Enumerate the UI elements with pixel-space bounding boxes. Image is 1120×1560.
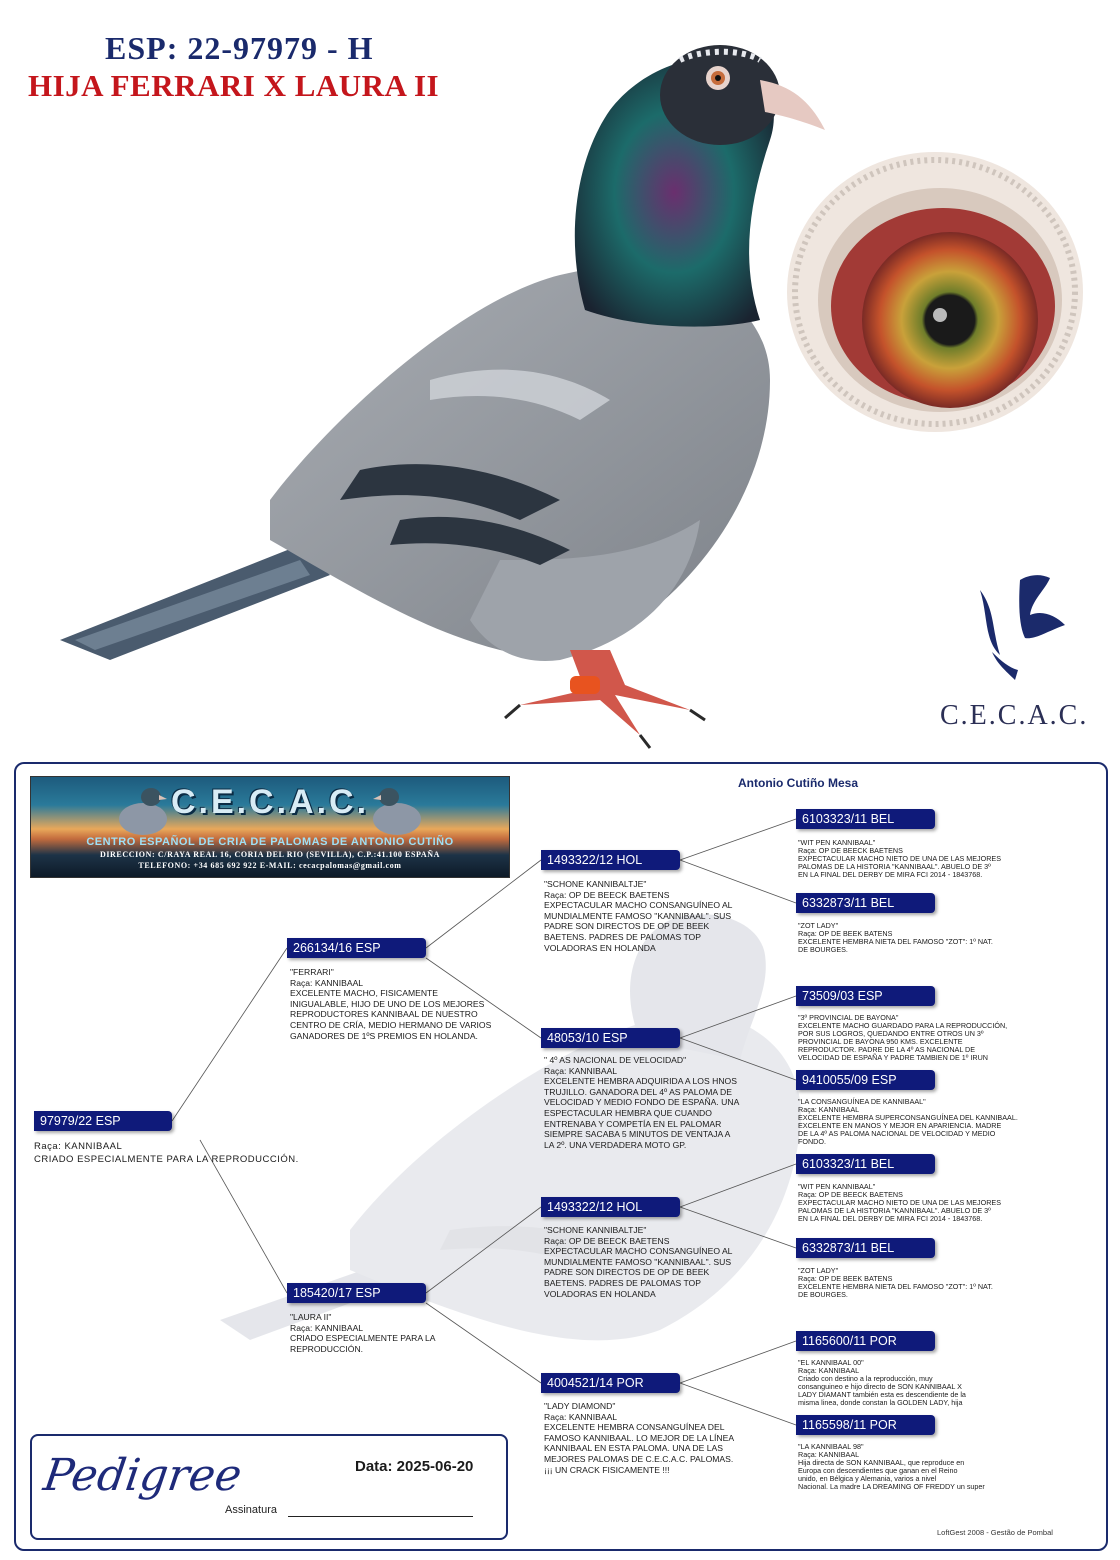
desc-line: consanguineo e hijo directo de SON KANNIBAAL X bbox=[798, 1382, 962, 1392]
sss-ring-tag: 6103323/11 BEL bbox=[796, 809, 935, 829]
desc-line: REPRODUCTORES KANNIBAAL DE NUESTRO bbox=[290, 1009, 478, 1020]
desc-line: REPRODUCCIÓN. bbox=[290, 1343, 364, 1354]
desc-line: EXPECTACULAR MACHO CONSANGUÍNEO AL bbox=[544, 900, 733, 911]
desc-line: "LA CONSANGUÍNEA DE KANNIBAAL" bbox=[798, 1097, 926, 1106]
sire-ring-tag: 266134/16 ESP bbox=[287, 938, 426, 958]
dam-ring-tag: 185420/17 ESP bbox=[287, 1283, 426, 1303]
desc-line: ¡¡¡ UN CRACK FISICAMENTE !!! bbox=[544, 1464, 670, 1475]
desc-line: KANNIBAAL EN ESTA PALOMA. UNA DE LAS bbox=[544, 1443, 723, 1454]
desc-line: Raça: OP DE BEEK BATENS bbox=[798, 1274, 893, 1284]
sdd-ring-tag: 9410055/09 ESP bbox=[796, 1070, 935, 1090]
signature-label: Assinatura bbox=[225, 1504, 277, 1516]
dss-description bbox=[798, 1183, 1001, 1223]
sss-description bbox=[798, 839, 1001, 879]
sd-description bbox=[544, 1055, 739, 1150]
desc-line: "ZOT LADY" bbox=[798, 1266, 839, 1275]
desc-line: Raça: KANNIBAAL bbox=[290, 977, 364, 988]
software-footer: LoftGest 2008 - Gestão de Pombal bbox=[937, 1528, 1053, 1537]
desc-line: "ZOT LADY" bbox=[798, 921, 839, 930]
desc-line: "WIT PEN KANNIBAAL" bbox=[798, 838, 876, 847]
banner-title: C.E.C.A.C. bbox=[170, 783, 370, 821]
desc-line: DE BOURGES. bbox=[798, 945, 848, 955]
desc-line: EXPECTACULAR MACHO NIETO DE UNA DE LAS MEJORES bbox=[798, 854, 1002, 864]
desc-line: Raça: KANNIBAAL bbox=[544, 1065, 618, 1076]
desc-line: Raça: KANNIBAAL bbox=[34, 1141, 123, 1152]
desc-line: EXCELENTE HEMBRA CONSANGUÍNEA DEL bbox=[544, 1422, 725, 1433]
desc-line: GANADORES DE 1ºS PREMIOS EN HOLANDA. bbox=[290, 1030, 478, 1041]
desc-line: SIEMPRE SACABA 5 MINUTOS DE VENTAJA A bbox=[544, 1129, 731, 1140]
desc-line: Raça: OP DE BEEK BATENS bbox=[798, 929, 893, 939]
desc-line: PALOMAS DE LA HISTORIA "KANNIBAAL". ABUELO DE 3º bbox=[798, 862, 991, 872]
desc-line: "SCHONE KANNIBALTJE" bbox=[544, 879, 647, 889]
desc-line: FONDO. bbox=[798, 1137, 826, 1147]
desc-line: PROVINCIAL DE BAYONA 950 KMS. EXCELENTE bbox=[798, 1037, 963, 1047]
desc-line: EXCELENTE HEMBRA ADQUIRIDA A LOS HNOS bbox=[544, 1076, 737, 1087]
desc-line: Raça: OP DE BEECK BAETENS bbox=[544, 889, 670, 900]
dd-description bbox=[544, 1401, 734, 1475]
desc-line: LADY DIAMANT también esta es descendiente de la bbox=[798, 1390, 966, 1400]
desc-line: EXCELENTE EN MANOS Y MEJOR EN APARIENCIA. MADRE bbox=[798, 1121, 1002, 1131]
desc-line: Europa con descendientes que ganan en el Reino bbox=[798, 1466, 958, 1476]
pedigree-date: Data: 2025-06-20 bbox=[355, 1458, 474, 1475]
desc-line: DE LA 4º AS PALOMA NACIONAL DE VELOCIDAD Y MEDIO bbox=[798, 1129, 996, 1139]
desc-line: Raça: OP DE BEECK BAETENS bbox=[798, 1190, 903, 1200]
desc-line: TRUJILLO. GANADORA DEL 4º AS PALOMA DE bbox=[544, 1086, 732, 1097]
desc-line: Raça: KANNIBAAL bbox=[544, 1411, 618, 1422]
subject-ring-tag: 97979/22 ESP bbox=[34, 1111, 172, 1131]
desc-line: VELOCIDAD Y MEDIO FONDO DE ESPAÑA. UNA bbox=[544, 1097, 740, 1108]
ss-description bbox=[544, 879, 732, 953]
desc-line: Raça: KANNIBAAL bbox=[798, 1450, 860, 1460]
banner-address: DIRECCION: C/RAYA REAL 16, CORIA DEL RIO (SEVILLA), C.P.:41.100 ESPAÑA bbox=[99, 850, 441, 859]
desc-line: MUNDIALMENTE FAMOSO "KANNIBAAL". SUS bbox=[544, 1256, 732, 1267]
desc-line: "3º PROVINCIAL DE BAYONA" bbox=[798, 1013, 899, 1022]
desc-line: Hija directa de SON KANNIBAAL, que reproduce en bbox=[798, 1458, 965, 1468]
desc-line: VOLADORAS EN HOLANDA bbox=[544, 1288, 656, 1299]
ssd-ring-tag: 6332873/11 BEL bbox=[796, 893, 935, 913]
desc-line: "WIT PEN KANNIBAAL" bbox=[798, 1182, 876, 1191]
desc-line: EN LA FINAL DEL DERBY DE MIRA FCI 2014 - 1843768. bbox=[798, 870, 983, 880]
dds-description bbox=[798, 1359, 966, 1408]
desc-line: unido, en Bélgica y Alemania, varios a nivel bbox=[798, 1474, 937, 1484]
desc-line: Raça: OP DE BEECK BAETENS bbox=[544, 1235, 670, 1246]
ds-ring-tag: 1493322/12 HOL bbox=[541, 1197, 680, 1217]
dsd-ring-tag: 6332873/11 BEL bbox=[796, 1238, 935, 1258]
sds-description bbox=[798, 1014, 1007, 1063]
ddd-ring-tag: 1165598/11 POR bbox=[796, 1415, 935, 1435]
desc-line: Raça: OP DE BEECK BAETENS bbox=[798, 846, 903, 856]
breeder-name: Antonio Cutiño Mesa bbox=[738, 776, 858, 790]
desc-line: "LA KANNIBAAL 98" bbox=[798, 1442, 864, 1451]
desc-line: EXCELENTE HEMBRA NIETA DEL FAMOSO "ZOT": 1º NAT. bbox=[798, 937, 993, 947]
banner-contact: TELEFONO: +34 685 692 922 E-MAIL: cecacpalomas@gmail.com bbox=[138, 861, 402, 870]
desc-line: INIGUALABLE, HIJO DE UNO DE LOS MEJORES bbox=[290, 998, 485, 1009]
desc-line: misma linea, donde constan la GOLDEN LADY, hija bbox=[798, 1398, 963, 1408]
desc-line: EXPECTACULAR MACHO CONSANGUÍNEO AL bbox=[544, 1246, 733, 1257]
desc-line: PALOMAS DE LA HISTORIA "KANNIBAAL". ABUELO DE 3º bbox=[798, 1206, 991, 1216]
dd-ring-tag: 4004521/14 POR bbox=[541, 1373, 680, 1393]
cecac-logo-text: C.E.C.A.C. bbox=[940, 700, 1089, 731]
sdd-description bbox=[798, 1098, 1018, 1147]
pedigree-script-title: Pedigree bbox=[40, 1450, 245, 1501]
desc-line: ENTRENABA Y COMPETÍA EN EL PALOMAR bbox=[544, 1118, 722, 1129]
desc-line: "LADY DIAMOND" bbox=[544, 1401, 616, 1411]
desc-line: Criado con destino a la reproducción, muy bbox=[798, 1374, 933, 1384]
desc-line: EXPECTACULAR MACHO NIETO DE UNA DE LAS MEJORES bbox=[798, 1198, 1002, 1208]
desc-line: MUNDIALMENTE FAMOSO "KANNIBAAL". SUS bbox=[544, 910, 732, 921]
desc-line: FAMOSO KANNIBAAL. LO MEJOR DE LA LÍNEA bbox=[544, 1432, 735, 1443]
desc-line: Raça: KANNIBAAL bbox=[798, 1366, 860, 1376]
dds-ring-tag: 1165600/11 POR bbox=[796, 1331, 935, 1351]
desc-line: EXCELENTE MACHO, FISICAMENTE bbox=[290, 988, 439, 999]
desc-line: REPRODUCTOR. PADRE DE LA 4º AS NACIONAL DE bbox=[798, 1045, 976, 1055]
desc-line: CRIADO ESPECIALMENTE PARA LA bbox=[290, 1333, 436, 1344]
desc-line: Raça: KANNIBAAL bbox=[290, 1322, 364, 1333]
desc-line: CRIADO ESPECIALMENTE PARA LA REPRODUCCIÓN. bbox=[34, 1153, 299, 1165]
desc-line: PADRE SON DIRECTOS DE OP DE BEEK bbox=[544, 921, 710, 932]
desc-line: " 4º AS NACIONAL DE VELOCIDAD" bbox=[544, 1055, 687, 1065]
ssd-description bbox=[798, 922, 993, 954]
desc-line: BAETENS. PADRES DE PALOMAS TOP bbox=[544, 1277, 701, 1288]
ddd-description bbox=[798, 1443, 985, 1492]
desc-line: CENTRO DE CRÍA, MEDIO HERMANO DE VARIOS bbox=[290, 1019, 492, 1030]
desc-line: Raça: KANNIBAAL bbox=[798, 1105, 860, 1115]
desc-line: VELOCIDAD DE ESPAÑA Y PADRE TAMBIEN DE 1º IRUN bbox=[798, 1053, 988, 1063]
desc-line: POR SUS LOGROS, QUEDANDO ENTRE OTROS UN 3º bbox=[798, 1029, 984, 1039]
desc-line: "LAURA II" bbox=[290, 1312, 332, 1322]
sire-description bbox=[290, 967, 491, 1041]
dss-ring-tag: 6103323/11 BEL bbox=[796, 1154, 935, 1174]
desc-line: Nacional. La madre LA DREAMING OF FREDDY un super bbox=[798, 1482, 985, 1492]
desc-line: "SCHONE KANNIBALTJE" bbox=[544, 1225, 647, 1235]
bird-name-title: HIJA FERRARI X LAURA II bbox=[28, 68, 440, 103]
desc-line: MEJORES PALOMAS DE C.E.C.A.C. PALOMAS. bbox=[544, 1453, 734, 1464]
desc-line: "EL KANNIBAAL 00" bbox=[798, 1358, 864, 1367]
desc-line: BAETENS. PADRES DE PALOMAS TOP bbox=[544, 931, 701, 942]
dsd-description bbox=[798, 1267, 993, 1299]
subject-description bbox=[34, 1141, 299, 1166]
ring-number-title: ESP: 22-97979 - H bbox=[105, 30, 374, 66]
desc-line: DE BOURGES. bbox=[798, 1290, 848, 1300]
banner-subtitle: CENTRO ESPAÑOL DE CRIA DE PALOMAS DE ANTONIO CUTIÑO bbox=[86, 836, 454, 848]
desc-line: EXCELENTE MACHO GUARDADO PARA LA REPRODUCCIÓN, bbox=[798, 1021, 1008, 1031]
ss-ring-tag: 1493322/12 HOL bbox=[541, 850, 680, 870]
desc-line: LA 2º. UNA VERDADERA MOTO GP. bbox=[544, 1139, 687, 1150]
cecac-banner bbox=[30, 776, 510, 878]
desc-line: "FERRARI" bbox=[290, 967, 334, 977]
ds-description bbox=[544, 1225, 732, 1299]
desc-line: PADRE SON DIRECTOS DE OP DE BEEK bbox=[544, 1267, 710, 1278]
desc-line: EXCELENTE HEMBRA NIETA DEL FAMOSO "ZOT": 1º NAT. bbox=[798, 1282, 993, 1292]
signature-line[interactable] bbox=[288, 1516, 473, 1517]
desc-line: ESPECTACULAR HEMBRA QUE CUANDO bbox=[544, 1107, 712, 1118]
dam-description bbox=[290, 1312, 436, 1354]
sd-ring-tag: 48053/10 ESP bbox=[541, 1028, 680, 1048]
sds-ring-tag: 73509/03 ESP bbox=[796, 986, 935, 1006]
desc-line: EXCELENTE HEMBRA SUPERCONSANGUÍNEA DEL KANNIBAAL. bbox=[798, 1113, 1018, 1123]
desc-line: EN LA FINAL DEL DERBY DE MIRA FCI 2014 - 1843768. bbox=[798, 1214, 983, 1224]
desc-line: VOLADORAS EN HOLANDA bbox=[544, 942, 656, 953]
